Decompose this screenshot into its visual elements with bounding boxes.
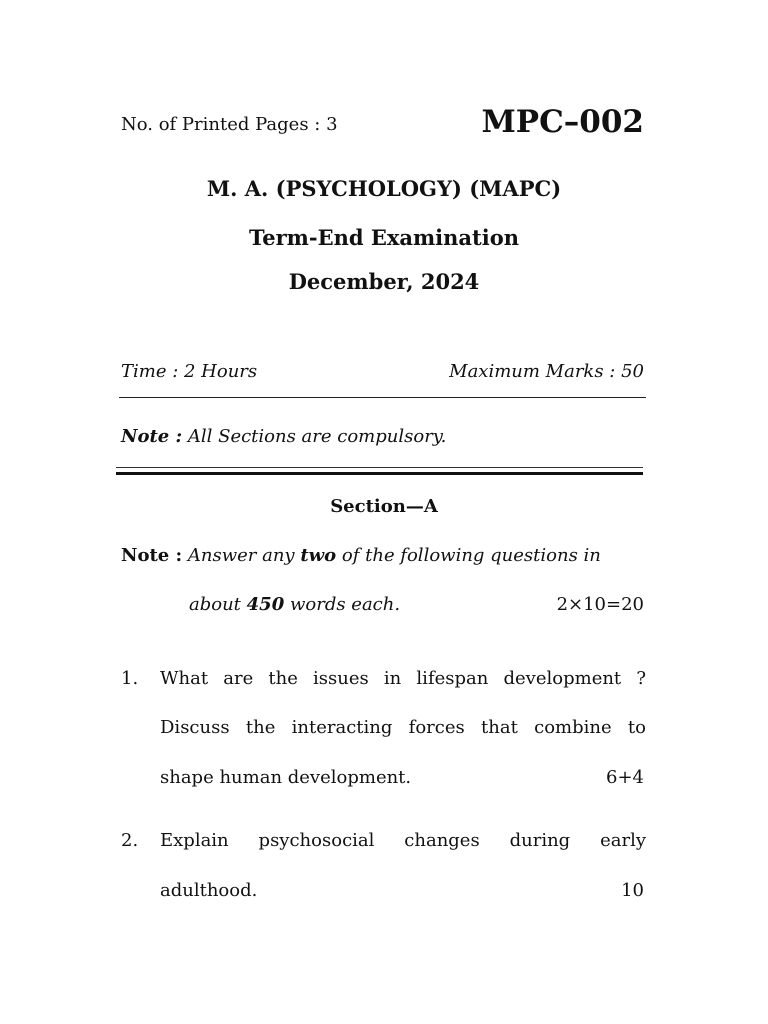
double-divider-bottom	[116, 472, 643, 475]
question-1-marks: 6+4	[606, 767, 644, 788]
question-2-marks: 10	[621, 880, 644, 901]
divider	[119, 397, 646, 398]
section-note-line2-part2: words each.	[289, 594, 401, 615]
programme-title: M. A. (PSYCHOLOGY) (MAPC)	[206, 176, 562, 201]
general-note-label: Note :	[121, 426, 183, 447]
question-2-line-1: Explain psychosocial changes during early	[160, 830, 646, 851]
section-note-emph: two	[300, 545, 337, 566]
question-2-number: 2.	[121, 830, 139, 851]
double-divider-top	[116, 467, 643, 468]
section-note-line1	[121, 545, 601, 566]
section-heading: Section—A	[330, 496, 438, 517]
question-1-number: 1.	[121, 668, 139, 689]
question-2-line-2: adulthood.	[160, 880, 258, 901]
section-marks: 2×10=20	[556, 594, 644, 615]
paper-code: MPC–002	[481, 104, 644, 140]
exam-date: December, 2024	[288, 269, 480, 294]
question-1-line-1: What are the issues in lifespan development ?	[160, 668, 646, 689]
section-note-word-count: 450	[246, 594, 285, 615]
section-note-line2-part1: about	[189, 594, 241, 615]
exam-duration: Time : 2 Hours	[121, 361, 258, 382]
question-1-line-2: Discuss the interacting forces that combine to	[160, 717, 646, 738]
printed-pages-count: No. of Printed Pages : 3	[121, 114, 338, 135]
general-note-text: All Sections are compulsory.	[187, 426, 447, 447]
section-note-line2	[189, 594, 400, 615]
section-note-part2: of the following questions in	[341, 545, 601, 566]
exam-title: Term-End Examination	[248, 225, 519, 250]
section-note-label: Note :	[121, 545, 183, 566]
maximum-marks: Maximum Marks : 50	[449, 361, 644, 382]
question-1-line-3: shape human development.	[160, 767, 412, 788]
section-note-part1: Answer any	[187, 545, 295, 566]
general-note	[121, 426, 446, 447]
